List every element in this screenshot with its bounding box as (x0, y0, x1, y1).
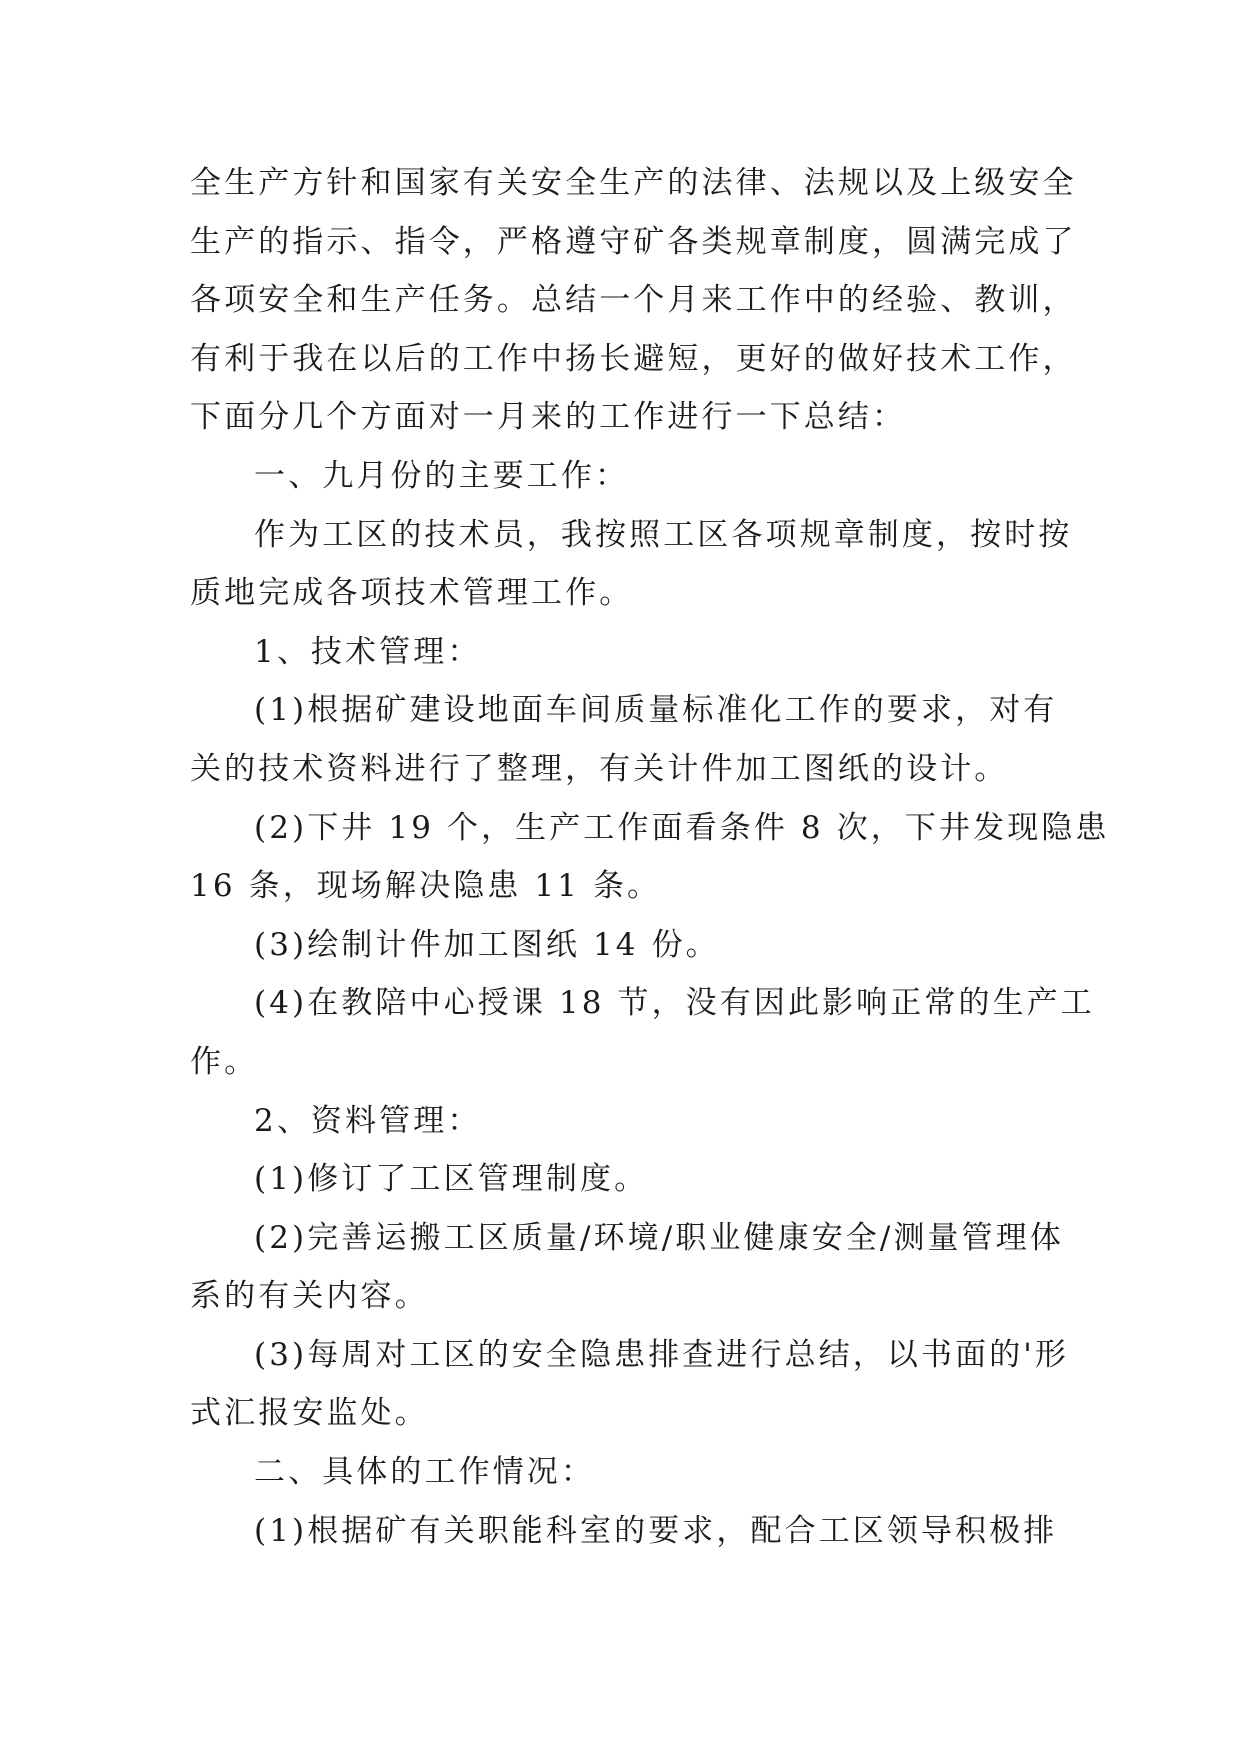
text-line: 作为工区的技术员，我按照工区各项规章制度，按时按 (254, 516, 1073, 553)
text-line: (3)绘制计件加工图纸 14 份。 (254, 926, 720, 963)
text-line: (2)下井 19 个，生产工作面看条件 8 次，下井发现隐患 (254, 809, 1110, 846)
text-line: 质地完成各项技术管理工作。 (190, 575, 634, 612)
text-line: 生产的指示、指令，严格遵守矿各类规章制度，圆满完成了 (190, 223, 1077, 260)
text-line: 各项安全和生产任务。总结一个月来工作中的经验、教训， (190, 282, 1077, 319)
text-line: (2)完善运搬工区质量/环境/职业健康安全/测量管理体 (254, 1219, 1064, 1256)
text-line: (1)根据矿有关职能科室的要求，配合工区领导积极排 (254, 1512, 1058, 1549)
text-line: (4)在教陪中心授课 18 节，没有因此影响正常的生产工 (254, 985, 1095, 1022)
text-line: 二、具体的工作情况： (254, 1454, 595, 1491)
text-line: 下面分几个方面对一月来的工作进行一下总结： (190, 399, 907, 436)
text-line: 有利于我在以后的工作中扬长避短，更好的做好技术工作， (190, 340, 1077, 377)
text-line: 式汇报安监处。 (190, 1395, 429, 1432)
text-line: (1)修订了工区管理制度。 (254, 1161, 649, 1198)
text-line: 关的技术资料进行了整理，有关计件加工图纸的设计。 (190, 750, 1009, 787)
text-line: 16 条，现场解决隐患 11 条。 (190, 868, 662, 905)
text-line: 全生产方针和国家有关安全生产的法律、法规以及上级安全 (190, 165, 1077, 201)
text-line: 系的有关内容。 (190, 1278, 429, 1315)
text-line: (1)根据矿建设地面车间质量标准化工作的要求，对有 (254, 692, 1058, 729)
text-line: 一、九月份的主要工作： (254, 457, 630, 494)
text-line: 2、资料管理： (254, 1102, 482, 1139)
document-body (190, 162, 1110, 1568)
text-line: (3)每周对工区的安全隐患排查进行总结，以书面的'形 (254, 1336, 1070, 1373)
text-line: 作。 (190, 1043, 259, 1080)
text-line: 1、技术管理： (254, 633, 482, 670)
